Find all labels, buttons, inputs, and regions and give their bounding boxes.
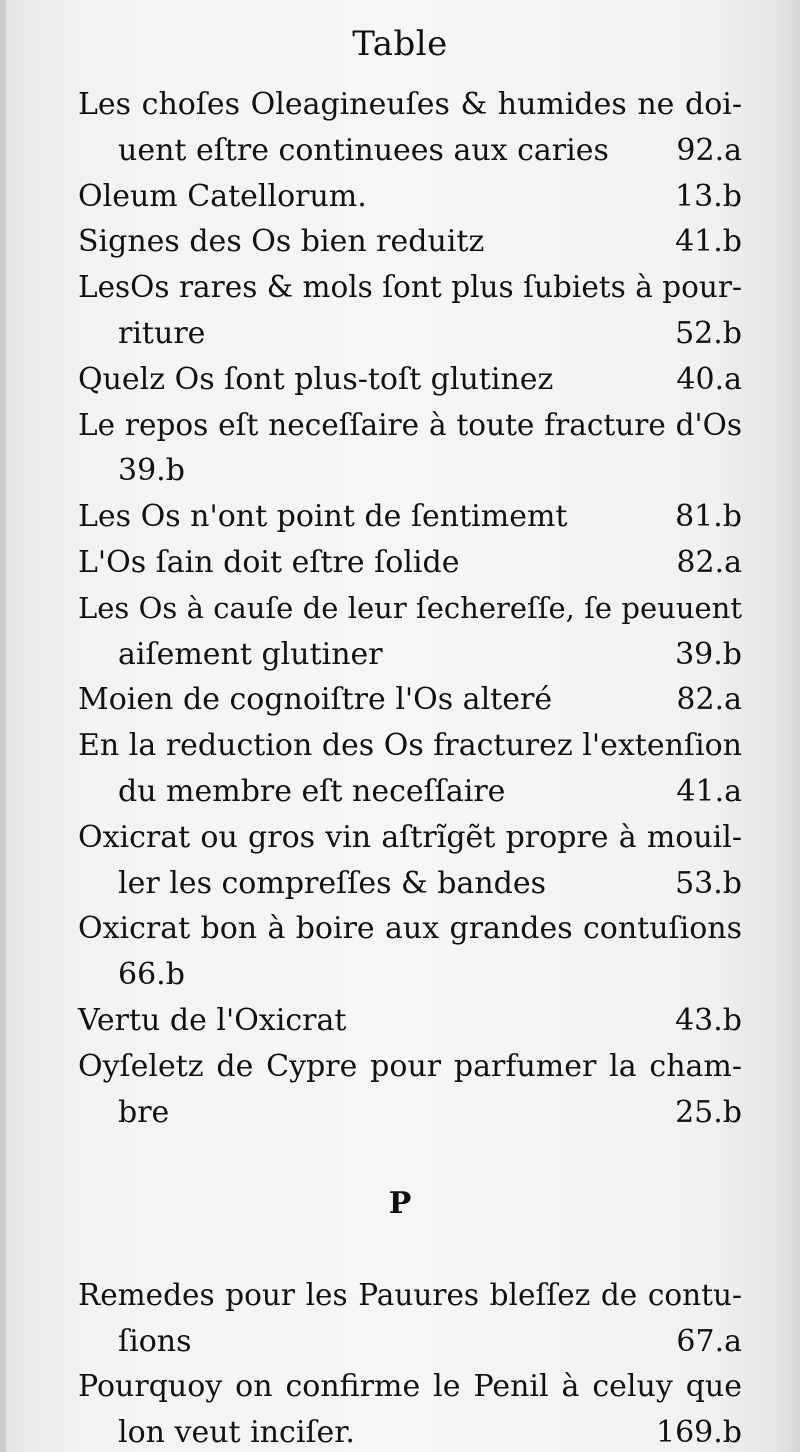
entry-text: riture (118, 315, 206, 351)
entry-text: En la reduction des Os fracturez l'extenſion (78, 728, 742, 764)
entry-text: Oxicrat bon à boire aux grandes contuſions (78, 911, 742, 947)
page-reference: 67.a (676, 1323, 742, 1359)
entry-text: 66.b (118, 957, 185, 993)
entry-text: Les Os n'ont point de ſentimemt (78, 499, 568, 535)
index-entry-line (78, 128, 742, 174)
entry-text: Oyſeletz de Cypre pour parfumer la cham- (78, 1048, 742, 1084)
index-entry-line (78, 906, 742, 952)
index-entry-line (78, 632, 742, 678)
entry-text: ſions (118, 1323, 192, 1359)
index-entry-line (78, 861, 742, 907)
entry-text: lon veut inciſer. (118, 1415, 355, 1451)
entry-text: Oxicrat ou gros vin aſtrĩgẽt propre à mouil- (78, 819, 742, 855)
page-reference: 13.b (675, 178, 742, 214)
page-reference: 82.a (676, 544, 742, 580)
blank-line (78, 1135, 742, 1181)
entry-text: bre (118, 1094, 170, 1130)
entry-text: du membre eſt neceſſaire (118, 773, 506, 809)
index-entry-line (78, 1319, 742, 1365)
page-reference: 43.b (675, 1002, 742, 1038)
index-entries (78, 82, 742, 1452)
page-reference: 39.b (675, 636, 742, 672)
index-entry-line (78, 357, 742, 403)
entry-text: Remedes pour les Pauures bleſſez de contu- (78, 1277, 742, 1312)
index-entry-line (78, 815, 742, 861)
index-entry-line (78, 1410, 742, 1452)
index-entry-line (78, 448, 742, 494)
page-reference: 92.a (676, 132, 742, 168)
page-reference: 82.a (676, 682, 742, 718)
index-entry-line (78, 1044, 742, 1090)
entry-text: Oleum Catellorum. (78, 178, 367, 214)
page-reference: 169.b (655, 1415, 742, 1451)
section-letter: P (388, 1186, 412, 1222)
entry-text: Les Os à cauſe de leur ſechereſſe, ſe peuuent (78, 590, 742, 625)
index-entry-line (78, 1364, 742, 1410)
index-entry-line (78, 723, 742, 769)
index-entry-line (78, 677, 742, 723)
index-entry-line (78, 1090, 742, 1136)
index-entry-line (78, 174, 742, 220)
entry-text: Signes des Os bien reduitz (78, 224, 485, 260)
entry-text: Vertu de l'Oxicrat (78, 1002, 347, 1038)
entry-text: Le repos eſt neceſſaire à toute fracture d'Os (78, 407, 742, 442)
index-entry-line (78, 998, 742, 1044)
entry-text: Les choſes Oleagineuſes & humides ne doi- (78, 87, 742, 122)
page-reference: 25.b (675, 1094, 742, 1130)
index-entry-line (78, 265, 742, 311)
index-entry-line (78, 82, 742, 128)
entry-text: 39.b (118, 453, 185, 489)
page-reference: 41.b (675, 224, 742, 260)
page-reference: 53.b (675, 865, 742, 901)
index-entry-line (78, 769, 742, 815)
page-reference: 52.b (675, 315, 742, 351)
index-entry-line (78, 311, 742, 357)
entry-text: Quelz Os ſont plus-toſt glutinez (78, 361, 554, 397)
entry-text: LesOs rares & mols ſont plus ſubiets à pour- (78, 270, 742, 305)
entry-text: L'Os ſain doit eſtre ſolide (78, 544, 460, 580)
page-reference: 40.a (676, 361, 742, 397)
blank-line (78, 1227, 742, 1273)
index-entry-line (78, 952, 742, 998)
index-entry-line (78, 494, 742, 540)
page-reference: 41.a (676, 773, 742, 809)
entry-text: uent eſtre continuees aux caries (118, 132, 609, 168)
index-entry-line (78, 403, 742, 449)
running-head: Table (352, 24, 448, 64)
entry-text: ler les compreſſes & bandes (118, 865, 547, 901)
entry-text: Pourquoy on confirme le Penil à celuy que (78, 1369, 742, 1405)
entry-text: aiſement glutiner (118, 636, 383, 672)
index-entry-line (78, 219, 742, 265)
index-entry-line (78, 586, 742, 632)
index-entry-line (78, 1273, 742, 1319)
entry-text: Moien de cognoiſtre l'Os alteré (78, 682, 553, 718)
index-entry-line (78, 540, 742, 586)
page-reference: 81.b (675, 499, 742, 535)
